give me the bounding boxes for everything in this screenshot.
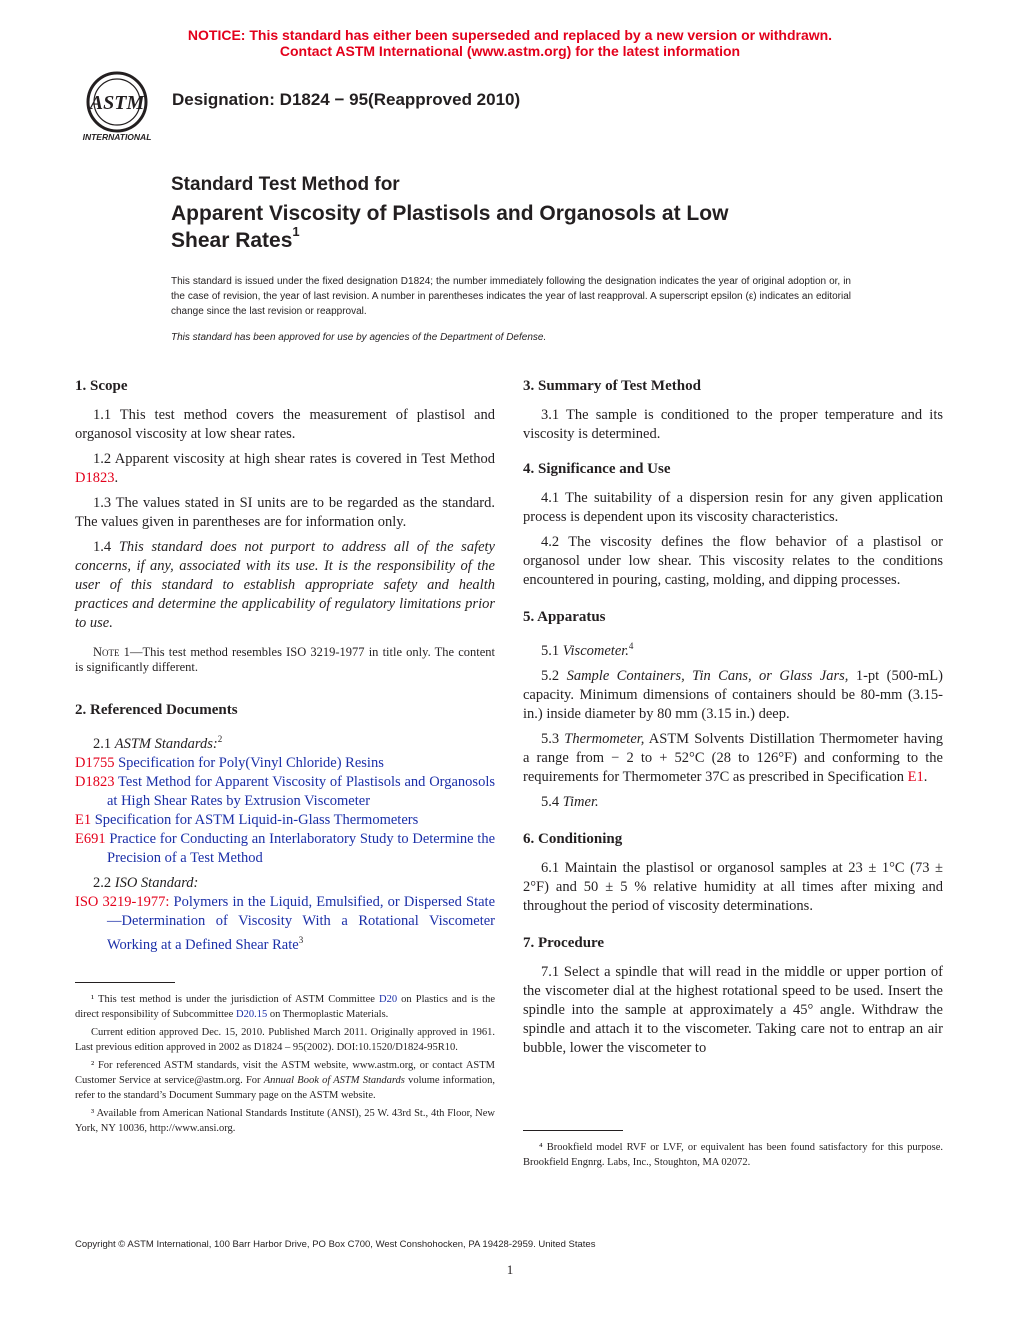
reference-title: Specification for ASTM Liquid-in-Glass Thermometers xyxy=(94,811,419,828)
section-5-2-em: Sample Containers, Tin Cans, or Glass Jars, xyxy=(566,667,849,684)
section-1-2-end: . xyxy=(114,470,119,486)
section-2-1-num: 2.1 xyxy=(93,735,115,752)
fn2-post: volume information, refer to the standard’s Document Summary page on the ASTM website. xyxy=(75,1075,495,1101)
apparatus-heading: 5. Apparatus xyxy=(523,609,606,625)
title-footnote-mark: 1 xyxy=(292,224,300,239)
section-5-2-text: 1-pt (500-mL) capacity. Minimum dimensions of containers should be 80-mm (3.15-in.) inside diameter by 80 mm (3.15 in.) deep. xyxy=(523,667,943,722)
section-2-1 xyxy=(75,730,495,754)
footnote-rule-right xyxy=(523,1130,623,1131)
footnote-3: ³ Available from American National Standards Institute (ANSI), 25 W. 43rd St., 4th Floor, New York, NY 10036, http://www.ansi.org. xyxy=(75,1108,495,1134)
link-d20-15[interactable]: D20.15 xyxy=(235,1009,268,1020)
footnote-1 xyxy=(75,992,495,1022)
section-2-1-text: ASTM Standards: xyxy=(114,735,218,752)
reference-code: D1823 xyxy=(75,773,115,790)
section-1-2 xyxy=(75,450,495,488)
note-1-label: Note 1 xyxy=(93,645,130,659)
page-number: 1 xyxy=(506,1262,514,1277)
footnote-2 xyxy=(75,1058,495,1103)
section-1-2-text: 1.2 Apparent viscosity at high shear rates is covered in Test Method xyxy=(93,451,495,467)
section-5-4 xyxy=(523,793,943,812)
section-5-1 xyxy=(523,637,943,661)
notice-line-2: Contact ASTM International (www.astm.org) for the latest information xyxy=(279,43,741,59)
title-line-2: Apparent Viscosity of Plastisols and Organosols at Low xyxy=(171,202,729,225)
link-d1823[interactable]: D1823 xyxy=(75,470,115,486)
refs-heading: 2. Referenced Documents xyxy=(75,702,238,718)
reference-list xyxy=(75,754,495,868)
procedure-heading: 7. Procedure xyxy=(523,934,605,951)
section-1-4-num: 1.4 xyxy=(93,539,119,555)
reference-title: Test Method for Apparent Viscosity of Plastisols and Organosols at High Shear Rates by Extrusion Viscometer xyxy=(107,773,495,809)
section-3-1: 3.1 The sample is conditioned to the proper temperature and its viscosity is determined. xyxy=(523,407,943,442)
section-4-2: 4.2 The viscosity defines the flow behavior of a plastisol or organosol under low shear. This viscosity relates to the conditions encountered in pouring, casting, molding, and dipping processes. xyxy=(523,534,943,588)
section-5-1-num: 5.1 xyxy=(541,642,563,659)
link-e1[interactable]: E1 xyxy=(907,768,924,785)
section-5-3 xyxy=(523,730,943,787)
section-1-1: 1.1 This test method covers the measurement of plastisol and organosol viscosity at low shear rates. xyxy=(75,407,495,442)
reference-code: E1 xyxy=(75,811,92,828)
section-5-1-text: Viscometer. xyxy=(562,642,629,659)
footnote-1b: Current edition approved Dec. 15, 2010. Published March 2011. Originally approved in 1961. Last previous edition approved in 2002 as D1824 – 95(2002). DOI:10.1520/D1824-95R10. xyxy=(75,1027,495,1053)
scope-heading: 1. Scope xyxy=(75,378,128,394)
iso-title: Polymers in the Liquid, Emulsified, or Dispersed State—Determination of Viscosity With a Rotational Viscometer Working at a Defined Shear Rate xyxy=(107,893,496,953)
section-2-2-text: ISO Standard: xyxy=(114,874,199,891)
iso-reference[interactable] xyxy=(75,893,495,955)
footnotes-right xyxy=(523,1140,943,1173)
reference-item[interactable] xyxy=(75,811,495,830)
footnotes-left xyxy=(75,992,495,1139)
dod-approval: This standard has been approved for use by agencies of the Department of Defense. xyxy=(171,332,547,343)
designation: Designation: D1824 − 95(Reapproved 2010) xyxy=(172,90,521,109)
copyright: Copyright © ASTM International, 100 Barr Harbor Drive, PO Box C700, West Conshohocken, PA 19428-2959. United States xyxy=(75,1239,596,1250)
fn1-post: on Thermoplastic Materials. xyxy=(267,1009,389,1020)
reference-item[interactable] xyxy=(75,754,495,773)
section-2-2-num: 2.2 xyxy=(93,874,115,891)
note-1 xyxy=(75,645,495,675)
section-4-1: 4.1 The suitability of a dispersion resin for any given application process is dependent upon its viscosity characteristics. xyxy=(523,490,943,525)
reference-title: Specification for Poly(Vinyl Chloride) Resins xyxy=(118,754,384,771)
title-line-3 xyxy=(171,224,871,254)
section-2-2 xyxy=(75,874,495,893)
logo-text: ASTM xyxy=(89,92,145,114)
section-1-4 xyxy=(75,538,495,633)
right-column xyxy=(523,377,943,1064)
conditioning-heading: 6. Conditioning xyxy=(523,830,623,847)
notice-line-1: NOTICE: This standard has either been superseded and replaced by a new version or withdrawn. xyxy=(187,27,833,43)
left-column xyxy=(75,377,495,955)
issued-statement: This standard is issued under the fixed designation D1824; the number immediately following the designation indicates the year of original adoption or, in the case of revision, the year of last revision. A number in parentheses indicates the year of last reapproval. A superscript epsilon (ε) indicates an editorial change since the last revision or reapproval. xyxy=(171,276,851,317)
note-1-text: —This test method resembles ISO 3219-1977 in title only. The content is significantly different. xyxy=(75,645,496,674)
fn1-pre: ¹ This test method is under the jurisdiction of ASTM Committee xyxy=(91,994,379,1005)
reference-code: D1755 xyxy=(75,754,115,771)
section-1-3: 1.3 The values stated in SI units are to be regarded as the standard. The values given in parentheses are for information only. xyxy=(75,495,495,530)
section-5-3-text: ASTM Solvents Distillation Thermometer having a range from − 2 to + 52°C (28 to 126°F) and conforming to the requirements for Thermometer 37C as prescribed in Specification xyxy=(523,730,944,785)
section-5-4-text: Timer. xyxy=(562,793,599,810)
significance-heading: 4. Significance and Use xyxy=(523,461,671,477)
title-line-1: Standard Test Method for xyxy=(171,174,400,195)
reference-code: E691 xyxy=(75,830,106,847)
iso-code: ISO 3219-1977: xyxy=(75,893,170,910)
fn2-pre: ² For referenced ASTM standards, visit the ASTM website, www.astm.org, or contact ASTM Customer Service at service@astm.org. For xyxy=(75,1060,495,1086)
astm-logo-icon xyxy=(74,70,164,145)
fn1-mid: on Plastics and is the direct responsibility of Subcommittee xyxy=(75,994,495,1020)
section-1-4-text: This standard does not purport to address all of the safety concerns, if any, associated with its use. It is the responsibility of the user of this standard to establish appropriate safety and health practices and determine the applicability of regulatory limitations prior to use. xyxy=(75,539,495,631)
reference-item[interactable] xyxy=(75,830,495,868)
iso-sup: 3 xyxy=(298,934,304,945)
footnote-4: ⁴ Brookfield model RVF or LVF, or equivalent has been found satisfactory for this purpose. Brookfield Engnrg. Labs, Inc., Stoughton, MA 02072. xyxy=(523,1142,943,1168)
section-5-3-num: 5.3 xyxy=(541,730,565,747)
footnote-rule-left xyxy=(75,982,175,983)
reference-title: Practice for Conducting an Interlaboratory Study to Determine the Precision of a Test Method xyxy=(107,830,496,866)
section-6-1: 6.1 Maintain the plastisol or organosol samples at 23 ± 1°C (73 ± 2°F) and 50 ± 5 % relative humidity at all times after mixing and throughout the period of viscosity determinations. xyxy=(523,859,943,914)
astm-logo xyxy=(74,70,164,145)
fn2-em: Annual Book of ASTM Standards xyxy=(263,1075,405,1086)
section-5-3-end: . xyxy=(923,768,928,785)
summary-heading: 3. Summary of Test Method xyxy=(523,378,701,394)
link-d20[interactable]: D20 xyxy=(379,994,398,1005)
section-5-2-num: 5.2 xyxy=(541,667,567,684)
section-5-1-sup: 4 xyxy=(628,641,634,651)
reference-item[interactable] xyxy=(75,773,495,811)
section-7-1: 7.1 Select a spindle that will read in the middle or upper portion of the viscometer dial at the highest rotational speed to be used. Insert the spindle into the sample at approximately a 45° angle. Withdraw the spindle and attach it to the viscometer. Taking care not to entrap an air bubble, lower the viscometer to xyxy=(523,963,943,1056)
title-line-3-text: Shear Rates xyxy=(171,229,293,252)
logo-subtext: INTERNATIONAL xyxy=(82,132,152,142)
section-5-3-em: Thermometer, xyxy=(564,730,645,747)
section-5-4-num: 5.4 xyxy=(541,793,563,810)
section-5-2 xyxy=(523,667,943,724)
section-2-1-sup: 2 xyxy=(217,734,223,744)
title-main xyxy=(171,200,871,254)
